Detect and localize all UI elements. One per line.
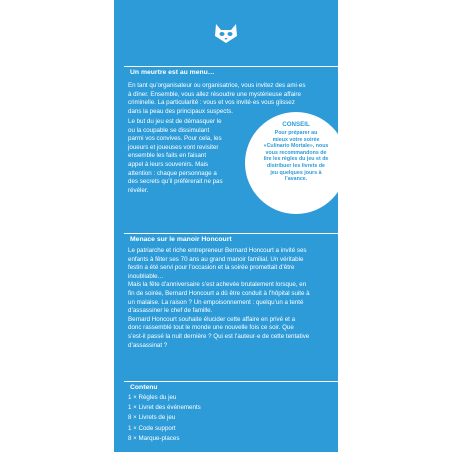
game-box-back-panel bbox=[114, 0, 338, 452]
tip-circle bbox=[245, 112, 338, 214]
contents-list bbox=[128, 393, 328, 444]
intro-paragraph: En tant qu’organisateur ou organisatrice, vous invitez des ami·es à dîner. Ensemble, vous allez résoudre une mystérieuse affaire criminelle. La particularité : vous et vos invité·es vous glissez dans la peau des principaux suspects. bbox=[128, 82, 306, 115]
list-item: 1 × Code support bbox=[128, 424, 176, 432]
list-item: 8 × Marque-places bbox=[128, 434, 180, 442]
list-item: 1 × Livret des événements bbox=[128, 404, 201, 412]
section-heading-story bbox=[124, 233, 338, 245]
list-item: 1 × Règles du jeu bbox=[128, 394, 177, 401]
section-title: Menace sur le manoir Honcourt bbox=[130, 236, 232, 243]
section-heading-murder bbox=[124, 66, 338, 78]
tip-title: CONSEIL bbox=[282, 121, 310, 128]
section-heading-contents bbox=[124, 381, 338, 393]
section-title: Contenu bbox=[130, 384, 158, 391]
section-title: Un meurtre est au menu… bbox=[130, 69, 215, 76]
list-item: 8 × Livrets de jeu bbox=[128, 414, 176, 422]
story-paragraph: Le patriarche et riche entrepreneur Bernard Honcourt a invité ses enfants à fêter ses 70 ans au grand manoir familial. Un véritable festin a été servi pour l’occasion et la soirée promettait d’être inoubliable… Mais la fête d’anniversaire s’est achevée brutalement lorsque, en fin de soirée, Bernard Honcourt a dû être conduit à l’hôpital suite à un malaise. La raison ? Un empoisonnement : quelqu’un a tenté d’assassiner le chef de famille. Bernard Honcourt souhaite élucider cette affaire en privé et a donc rassemblé tout le monde une nouvelle fois ce soir. Que s’est-il passé la nuit dernière ? Qui est l’auteur·e de cette tentative d’assassinat ? bbox=[128, 247, 310, 349]
goal-paragraph: Le but du jeu est de démasquer le ou la coupable se dissimulant parmi vos convives. Pour cela, les joueurs et joueuses vont revisiter ensemble les faits en faisant appel à leurs souvenirs. Mais attention : chaque personnage a des secrets qu’il préférerait ne pas révéler. bbox=[128, 118, 223, 194]
cat-mask-logo-icon bbox=[212, 22, 240, 44]
tip-body: Pour préparer au mieux votre soirée «Culinario Mortale», nous vous recommandons de lire les règles du jeu et de distribuer les livrets de jeu quelques jours à l’avance. bbox=[263, 130, 329, 183]
